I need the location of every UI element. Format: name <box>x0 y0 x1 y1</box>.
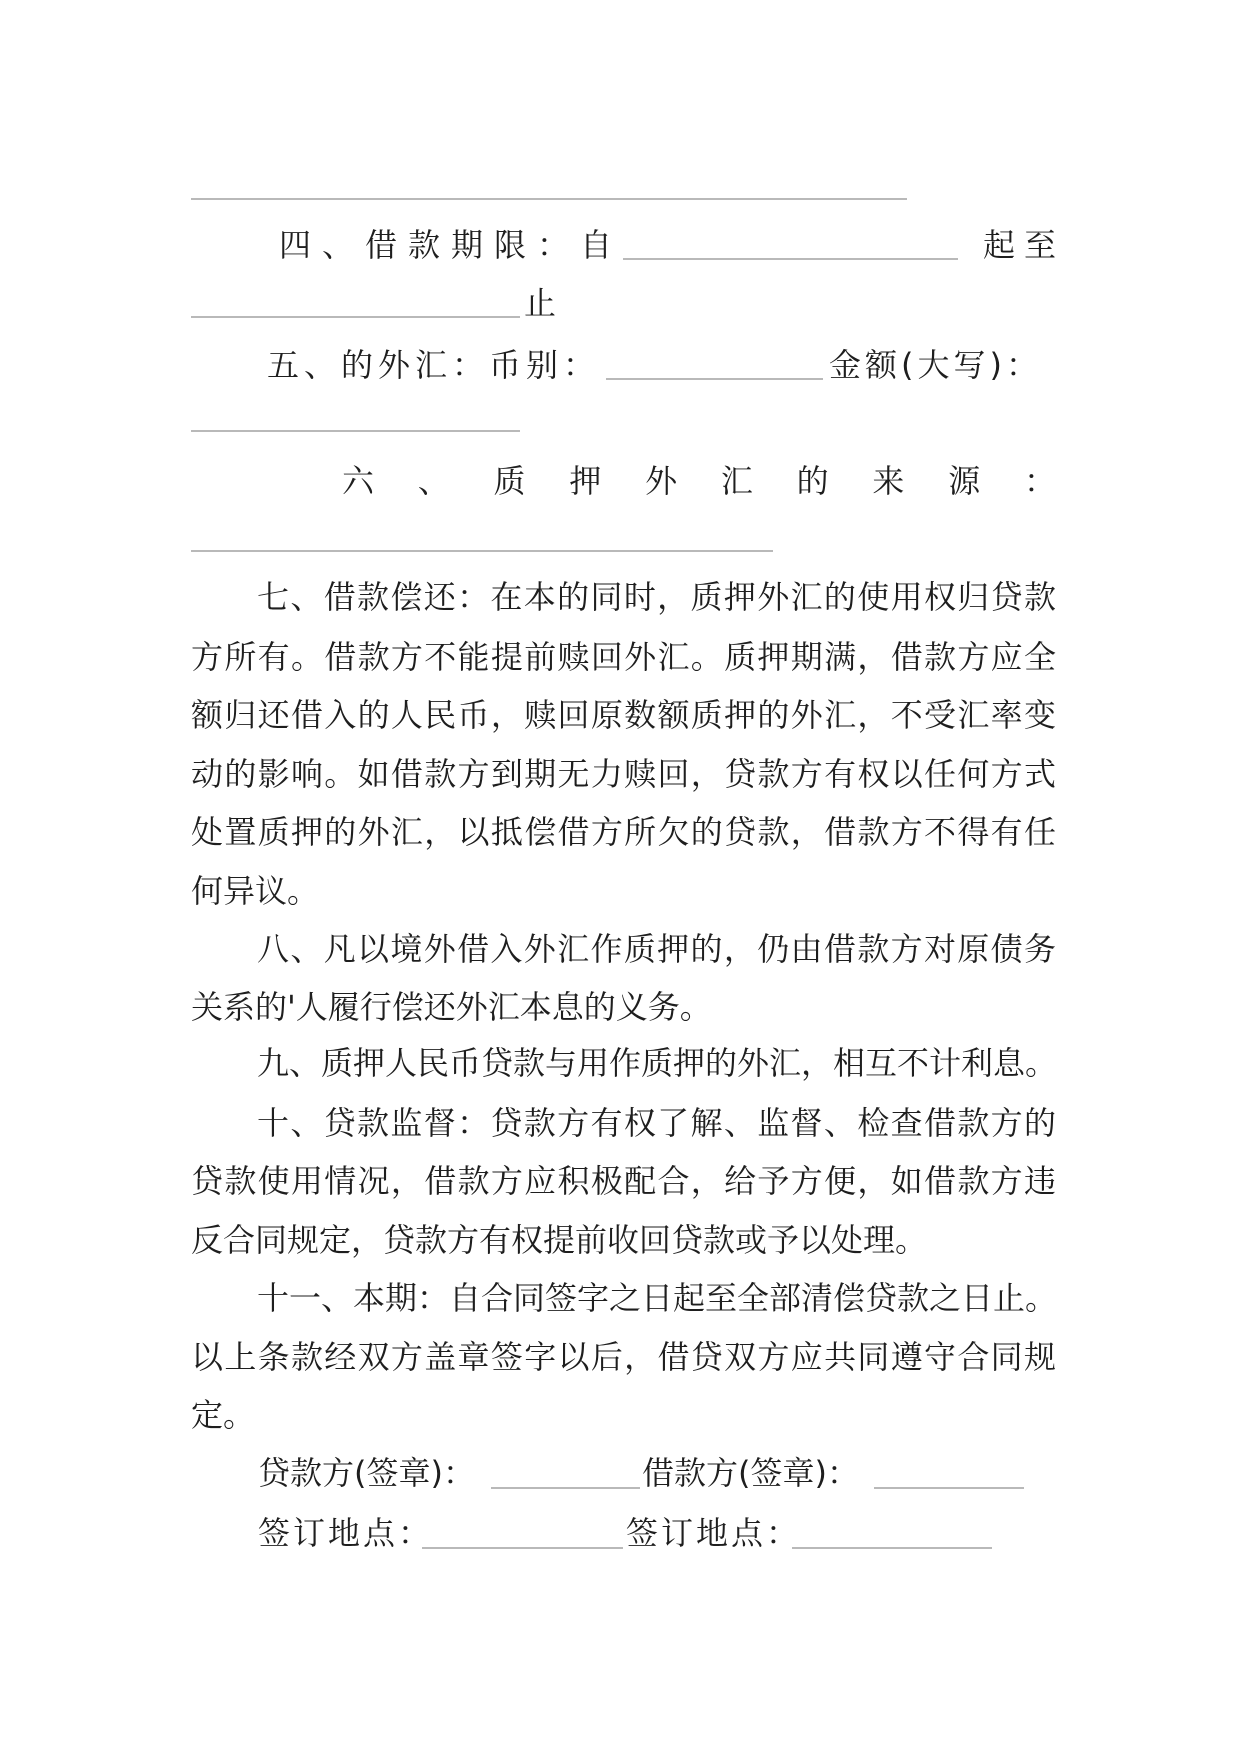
clause-7-line: 额归还借入的人民币，赎回原数额质押的外汇，不受汇率变 <box>191 696 1056 734</box>
clause-7-line: 方所有。借款方不能提前赎回外汇。质押期满，借款方应全 <box>191 638 1056 676</box>
clause-11-line: 以上条款经双方盖章签字以后，借贷双方应共同遵守合同规 <box>191 1338 1056 1376</box>
lender-place-label: 签订地点： <box>258 1514 434 1552</box>
clause-6-label: 六、质押外汇的来源： <box>342 462 1056 500</box>
clause-8-line: 八、凡以境外借入外汇作质押的，仍由借款方对原债务 <box>257 930 1056 968</box>
clause-4-suffix: 止 <box>524 284 557 322</box>
clause-5-amount-label: 金额(大写)： <box>829 346 1042 384</box>
clause-4-label: 四、借款期限：自 <box>279 226 624 264</box>
blank-line[interactable] <box>191 198 907 200</box>
currency-blank[interactable] <box>606 378 823 380</box>
start-date-blank[interactable] <box>623 258 958 260</box>
source-blank[interactable] <box>191 550 773 552</box>
borrower-signature-blank[interactable] <box>874 1487 1024 1489</box>
lender-place-blank[interactable] <box>422 1547 623 1549</box>
borrower-place-blank[interactable] <box>792 1547 992 1549</box>
lender-signature-label: 贷款方(签章)： <box>258 1454 475 1492</box>
end-date-blank[interactable] <box>191 316 520 318</box>
clause-7-line: 处置质押的外汇，以抵偿借方所欠的贷款，借款方不得有任 <box>191 813 1056 851</box>
clause-10-line: 反合同规定，贷款方有权提前收回贷款或予以处理。 <box>191 1221 928 1259</box>
borrower-place-label: 签订地点： <box>626 1514 802 1552</box>
clause-10-line: 贷款使用情况，借款方应积极配合，给予方便，如借款方违 <box>191 1162 1056 1200</box>
clause-11-line: 十一、本期：自合同签字之日起至全部清偿贷款之日止。 <box>257 1279 1058 1317</box>
clause-11-line: 定。 <box>191 1396 256 1434</box>
clause-7-line: 动的影响。如借款方到期无力赎回，贷款方有权以任何方式 <box>191 755 1056 793</box>
borrower-signature-label: 借款方(签章)： <box>642 1454 859 1492</box>
lender-signature-blank[interactable] <box>491 1487 640 1489</box>
clause-10-line: 十、贷款监督：贷款方有权了解、监督、检查借款方的 <box>257 1104 1056 1142</box>
clause-7-line: 何异议。 <box>191 872 320 910</box>
clause-5-label: 五、的外汇：币别： <box>267 346 601 384</box>
clause-8-line: 关系的'人履行偿还外汇本息的义务。 <box>191 988 712 1026</box>
amount-blank[interactable] <box>191 430 520 432</box>
clause-9-line: 九、质押人民币贷款与用作质押的外汇，相互不计利息。 <box>257 1044 1058 1082</box>
clause-4-middle: 起至 <box>983 226 1066 264</box>
clause-7-line: 七、借款偿还：在本的同时，质押外汇的使用权归贷款 <box>257 578 1056 616</box>
